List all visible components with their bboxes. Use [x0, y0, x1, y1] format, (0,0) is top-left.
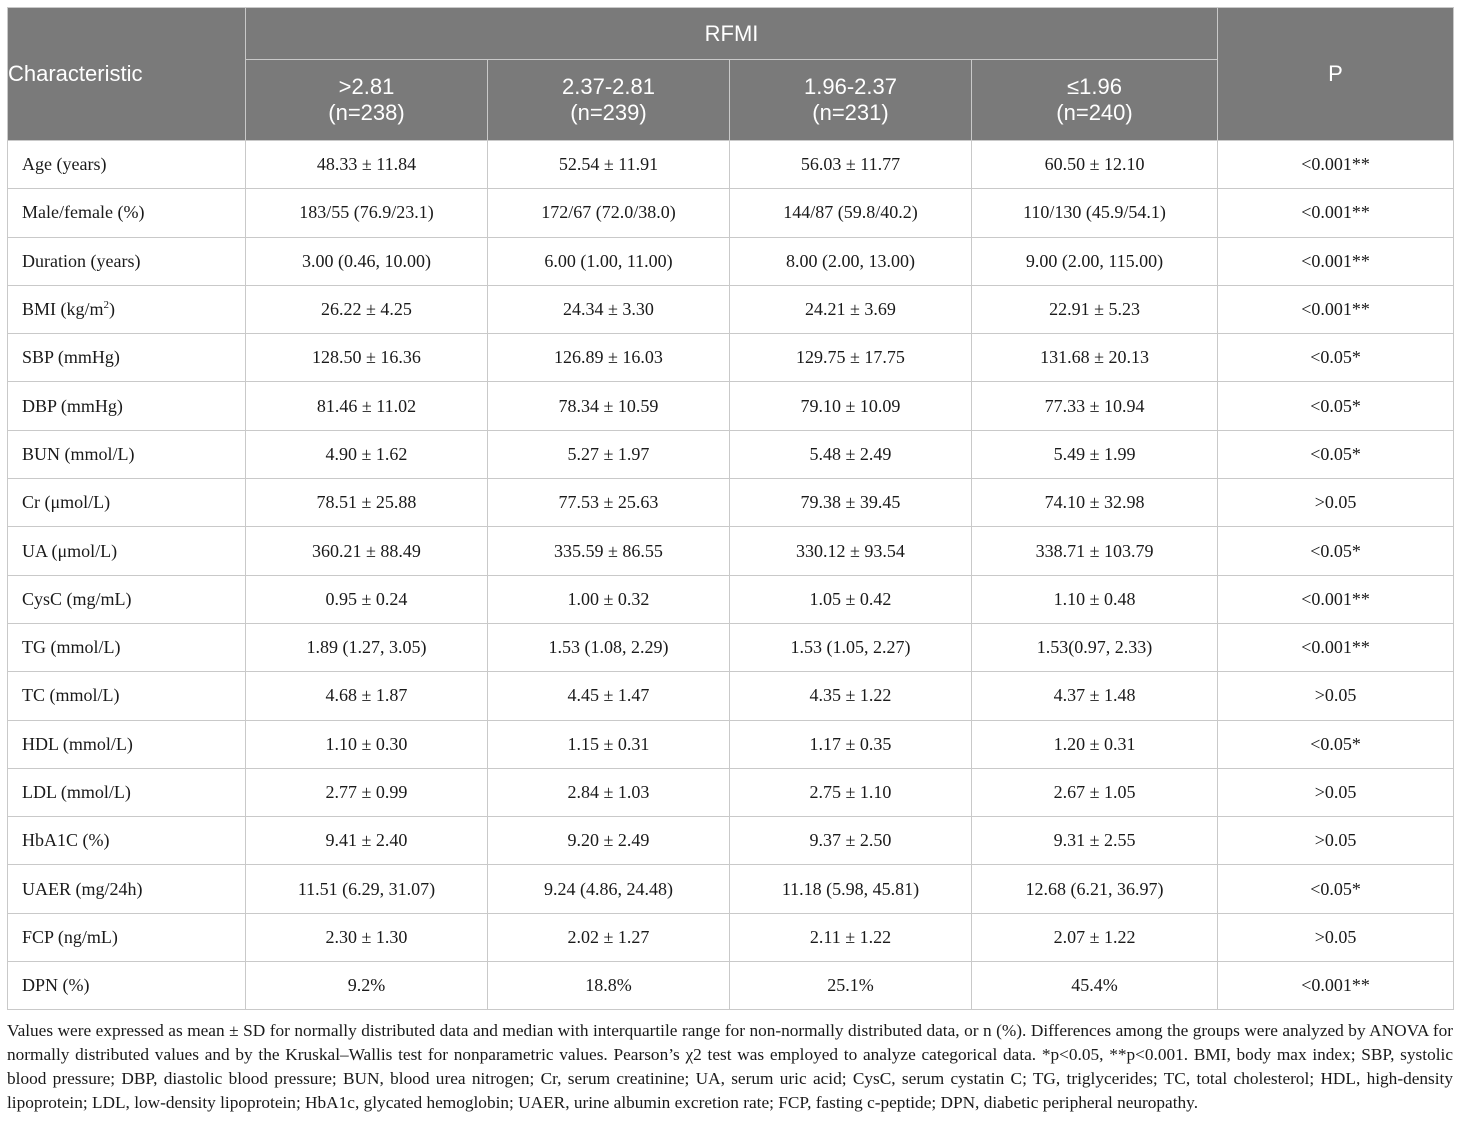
row-label-text: LDL (mmol/L) [22, 782, 131, 802]
cell-group-2: 2.02 ± 1.27 [488, 913, 730, 961]
row-label [8, 575, 246, 623]
cell-group-3: 1.05 ± 0.42 [730, 575, 972, 623]
row-label [8, 865, 246, 913]
table-row [8, 430, 1454, 478]
characteristics-table [7, 7, 1454, 1010]
row-label-text: UA (μmol/L) [22, 540, 118, 561]
cell-group-3: 79.38 ± 39.45 [730, 479, 972, 527]
row-label-text: TG (mmol/L) [22, 637, 121, 658]
cell-group-2: 1.53 (1.08, 2.29) [488, 623, 730, 671]
cell-group-2: 78.34 ± 10.59 [488, 382, 730, 430]
row-label [8, 479, 246, 527]
row-label-text: SBP (mmHg) [22, 347, 120, 368]
row-label-superscript: 2 [103, 299, 110, 312]
cell-group-3: 2.11 ± 1.22 [730, 913, 972, 961]
row-label-text: Male/female (%) [22, 202, 145, 223]
cell-group-1: 48.33 ± 11.84 [246, 141, 488, 189]
cell-group-4: 5.49 ± 1.99 [972, 430, 1218, 478]
cell-group-4: 1.53(0.97, 2.33) [972, 623, 1218, 671]
table-row [8, 962, 1454, 1010]
row-label-text: Age (years) [22, 154, 107, 175]
cell-group-1: 1.89 (1.27, 3.05) [246, 623, 488, 671]
table-row [8, 575, 1454, 623]
header-group-4 [972, 60, 1218, 141]
row-label [8, 768, 246, 816]
cell-p-value: <0.001** [1218, 189, 1454, 237]
cell-group-1: 2.30 ± 1.30 [246, 913, 488, 961]
cell-group-3: 2.75 ± 1.10 [730, 768, 972, 816]
cell-group-4: 9.00 (2.00, 115.00) [972, 237, 1218, 285]
table-row [8, 189, 1454, 237]
cell-p-value: <0.05* [1218, 720, 1454, 768]
table-body [8, 141, 1454, 1010]
cell-group-2: 4.45 ± 1.47 [488, 672, 730, 720]
row-label-text: Cr (μmol/L) [22, 492, 111, 513]
cell-group-3: 79.10 ± 10.09 [730, 382, 972, 430]
header-p-value: P [1218, 8, 1454, 141]
cell-p-value: <0.001** [1218, 575, 1454, 623]
cell-group-1: 4.90 ± 1.62 [246, 430, 488, 478]
cell-group-4: 1.20 ± 0.31 [972, 720, 1218, 768]
table-row [8, 479, 1454, 527]
cell-group-2: 9.24 (4.86, 24.48) [488, 865, 730, 913]
cell-group-2: 77.53 ± 25.63 [488, 479, 730, 527]
cell-group-3: 330.12 ± 93.54 [730, 527, 972, 575]
cell-p-value: >0.05 [1218, 479, 1454, 527]
row-label [8, 189, 246, 237]
cell-group-2: 172/67 (72.0/38.0) [488, 189, 730, 237]
cell-group-3: 24.21 ± 3.69 [730, 285, 972, 333]
cell-group-4: 12.68 (6.21, 36.97) [972, 865, 1218, 913]
cell-group-1: 26.22 ± 4.25 [246, 285, 488, 333]
row-label [8, 623, 246, 671]
cell-group-2: 1.00 ± 0.32 [488, 575, 730, 623]
cell-group-4: 45.4% [972, 962, 1218, 1010]
row-label-tail: ) [109, 299, 116, 320]
header-group-3-n: (n=231) [812, 100, 889, 125]
cell-group-1: 4.68 ± 1.87 [246, 672, 488, 720]
cell-group-3: 11.18 (5.98, 45.81) [730, 865, 972, 913]
header-group-1 [246, 60, 488, 141]
row-label-text: BMI (kg/m [22, 299, 104, 320]
table-header [8, 8, 1454, 141]
header-group-4-range: ≤1.96 [1067, 74, 1122, 99]
cell-p-value: >0.05 [1218, 913, 1454, 961]
cell-group-3: 1.53 (1.05, 2.27) [730, 623, 972, 671]
table-row [8, 382, 1454, 430]
table-row [8, 768, 1454, 816]
table-row [8, 334, 1454, 382]
cell-p-value: >0.05 [1218, 672, 1454, 720]
cell-p-value: >0.05 [1218, 817, 1454, 865]
row-label-text: DBP (mmHg) [22, 395, 123, 416]
cell-p-value: <0.05* [1218, 865, 1454, 913]
header-group-1-range: >2.81 [338, 74, 395, 99]
header-group-3 [730, 60, 972, 141]
cell-group-2: 6.00 (1.00, 11.00) [488, 237, 730, 285]
cell-group-4: 338.71 ± 103.79 [972, 527, 1218, 575]
cell-p-value: <0.001** [1218, 141, 1454, 189]
row-label-text: HDL (mmol/L) [22, 733, 133, 754]
table-row [8, 672, 1454, 720]
cell-group-3: 9.37 ± 2.50 [730, 817, 972, 865]
cell-group-1: 128.50 ± 16.36 [246, 334, 488, 382]
cell-group-4: 74.10 ± 32.98 [972, 479, 1218, 527]
cell-group-4: 131.68 ± 20.13 [972, 334, 1218, 382]
row-label [8, 817, 246, 865]
row-label-text: UAER (mg/24h) [22, 878, 143, 899]
cell-group-1: 0.95 ± 0.24 [246, 575, 488, 623]
cell-p-value: <0.001** [1218, 623, 1454, 671]
cell-group-3: 25.1% [730, 962, 972, 1010]
row-label-text: HbA1C (%) [22, 830, 110, 851]
table-row [8, 817, 1454, 865]
row-label [8, 334, 246, 382]
table-row [8, 623, 1454, 671]
cell-p-value: <0.05* [1218, 382, 1454, 430]
cell-group-1: 81.46 ± 11.02 [246, 382, 488, 430]
cell-group-4: 2.07 ± 1.22 [972, 913, 1218, 961]
row-label [8, 720, 246, 768]
cell-group-1: 78.51 ± 25.88 [246, 479, 488, 527]
cell-group-3: 4.35 ± 1.22 [730, 672, 972, 720]
cell-group-2: 2.84 ± 1.03 [488, 768, 730, 816]
header-group-3-range: 1.96-2.37 [804, 74, 897, 99]
row-label [8, 141, 246, 189]
row-label-text: FCP (ng/mL) [22, 926, 118, 947]
row-label [8, 672, 246, 720]
header-group-2-n: (n=239) [570, 100, 647, 125]
row-label [8, 962, 246, 1010]
table-row [8, 141, 1454, 189]
cell-group-1: 9.2% [246, 962, 488, 1010]
cell-group-3: 1.17 ± 0.35 [730, 720, 972, 768]
cell-group-3: 144/87 (59.8/40.2) [730, 189, 972, 237]
table-footnote: Values were expressed as mean ± SD for normally distributed data and median with interquartile range for non-normally distributed data, or n (%). Differences among the groups were analyzed by ANOVA for normally distributed values and by the Kruskal–Wallis test for nonparametric values. Pearson’s χ2 test was employed to analyze categorical data. *p<0.05, **p<0.001. BMI, body max index; SBP, systolic blood pressure; DBP, diastolic blood pressure; BUN, blood urea nitrogen; Cr, serum creatinine; UA, serum uric acid; CysC, serum cystatin C; TG, triglycerides; TC, total cholesterol; HDL, high-density lipoprotein; LDL, low-density lipoprotein; HbA1c, glycated hemoglobin; UAER, urine albumin excretion rate; FCP, fasting c-peptide; DPN, diabetic peripheral neuropathy. [7, 1021, 1453, 1113]
cell-group-3: 56.03 ± 11.77 [730, 141, 972, 189]
cell-p-value: <0.05* [1218, 527, 1454, 575]
cell-group-4: 60.50 ± 12.10 [972, 141, 1218, 189]
cell-group-4: 110/130 (45.9/54.1) [972, 189, 1218, 237]
cell-group-2: 335.59 ± 86.55 [488, 527, 730, 575]
cell-group-4: 9.31 ± 2.55 [972, 817, 1218, 865]
cell-group-2: 52.54 ± 11.91 [488, 141, 730, 189]
cell-group-4: 77.33 ± 10.94 [972, 382, 1218, 430]
row-label [8, 285, 246, 333]
header-group-4-n: (n=240) [1056, 100, 1133, 125]
row-label-text: BUN (mmol/L) [22, 443, 135, 464]
cell-group-3: 8.00 (2.00, 13.00) [730, 237, 972, 285]
row-label-text: Duration (years) [22, 250, 141, 271]
table-row [8, 237, 1454, 285]
cell-p-value: <0.05* [1218, 334, 1454, 382]
table-row [8, 527, 1454, 575]
cell-group-2: 126.89 ± 16.03 [488, 334, 730, 382]
cell-group-1: 3.00 (0.46, 10.00) [246, 237, 488, 285]
header-group-2-range: 2.37-2.81 [562, 74, 655, 99]
cell-group-2: 5.27 ± 1.97 [488, 430, 730, 478]
cell-group-3: 129.75 ± 17.75 [730, 334, 972, 382]
cell-group-1: 2.77 ± 0.99 [246, 768, 488, 816]
cell-p-value: <0.001** [1218, 237, 1454, 285]
table-row [8, 285, 1454, 333]
cell-group-2: 1.15 ± 0.31 [488, 720, 730, 768]
header-characteristic: Characteristic [8, 8, 246, 141]
row-label-text: TC (mmol/L) [22, 685, 120, 706]
header-group-2 [488, 60, 730, 141]
cell-group-1: 360.21 ± 88.49 [246, 527, 488, 575]
cell-p-value: <0.05* [1218, 430, 1454, 478]
cell-group-4: 2.67 ± 1.05 [972, 768, 1218, 816]
cell-group-4: 1.10 ± 0.48 [972, 575, 1218, 623]
row-label-text: CysC (mg/mL) [22, 588, 132, 609]
cell-group-2: 18.8% [488, 962, 730, 1010]
table-row [8, 913, 1454, 961]
table-row [8, 865, 1454, 913]
cell-group-1: 9.41 ± 2.40 [246, 817, 488, 865]
header-group-1-n: (n=238) [328, 100, 405, 125]
cell-group-1: 183/55 (76.9/23.1) [246, 189, 488, 237]
row-label [8, 913, 246, 961]
cell-p-value: <0.001** [1218, 285, 1454, 333]
row-label [8, 430, 246, 478]
header-rfmi-group: RFMI [246, 8, 1218, 60]
cell-group-1: 1.10 ± 0.30 [246, 720, 488, 768]
cell-p-value: <0.001** [1218, 962, 1454, 1010]
row-label [8, 527, 246, 575]
table-row [8, 720, 1454, 768]
row-label [8, 382, 246, 430]
cell-group-2: 24.34 ± 3.30 [488, 285, 730, 333]
table-container [7, 7, 1453, 1115]
cell-p-value: >0.05 [1218, 768, 1454, 816]
cell-group-2: 9.20 ± 2.49 [488, 817, 730, 865]
cell-group-1: 11.51 (6.29, 31.07) [246, 865, 488, 913]
cell-group-3: 5.48 ± 2.49 [730, 430, 972, 478]
row-label [8, 237, 246, 285]
cell-group-4: 22.91 ± 5.23 [972, 285, 1218, 333]
row-label-text: DPN (%) [22, 975, 90, 996]
cell-group-4: 4.37 ± 1.48 [972, 672, 1218, 720]
